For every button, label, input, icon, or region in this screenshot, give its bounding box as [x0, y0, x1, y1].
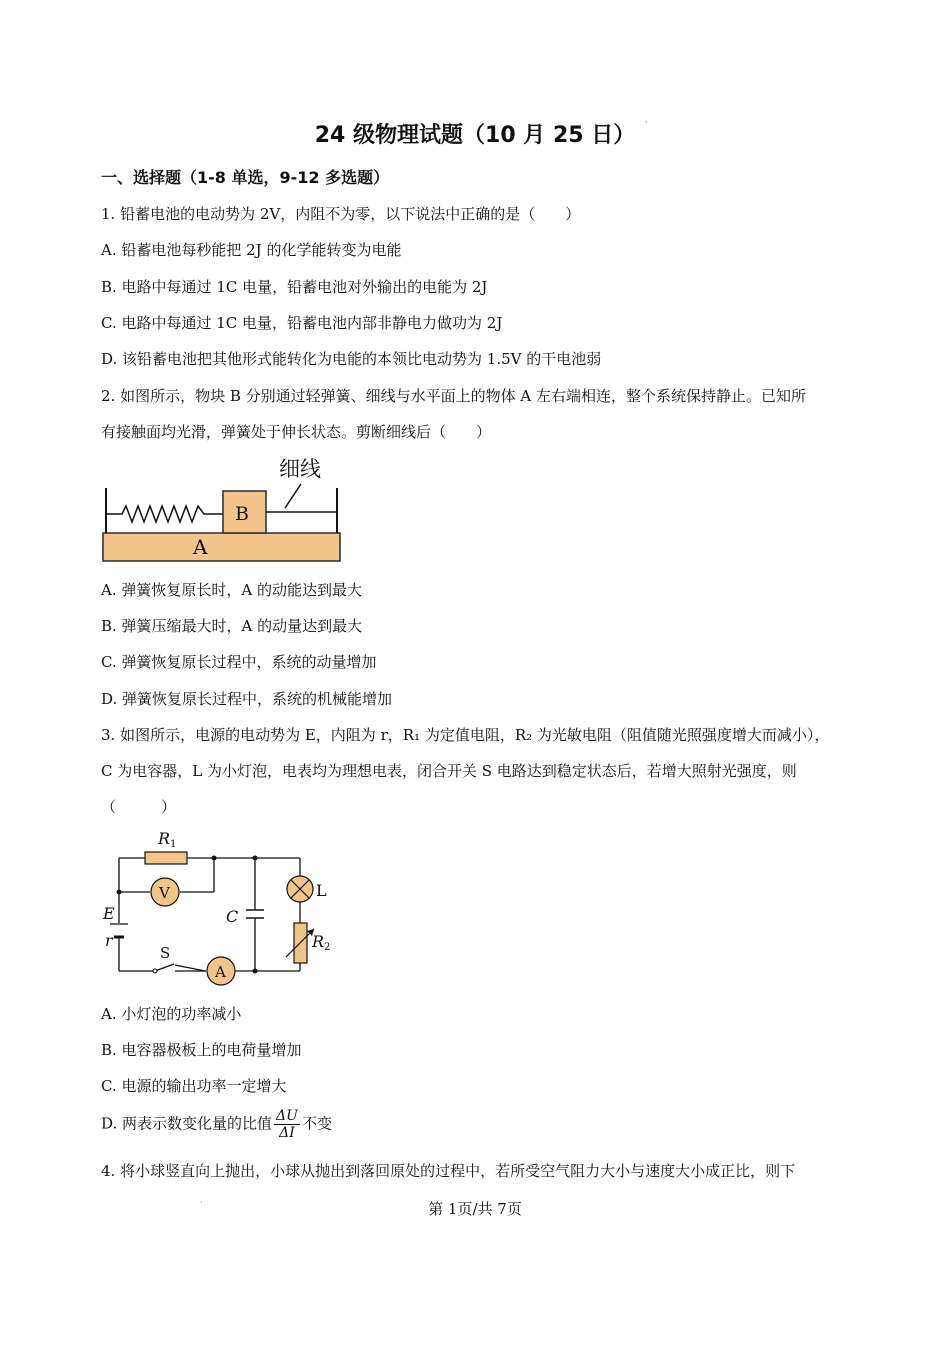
- q3-option-d-prefix: D. 两表示数变化量的比值: [101, 1114, 273, 1133]
- q1-stem: 1. 铅蓄电池的电动势为 2V，内阻不为零，以下说法中正确的是（ ）: [101, 205, 581, 223]
- q1-option-c: C. 电路中每通过 1C 电量，铅蓄电池内部非静电力做功为 2J: [101, 314, 503, 332]
- q3-circuit-figure: [100, 825, 340, 990]
- delta-fraction: [274, 1108, 300, 1141]
- q1-option-d: D. 该铅蓄电池把其他形式能转化为电能的本领比电动势为 1.5V 的干电池弱: [101, 350, 602, 368]
- q2-stem-line2: 有接触面均光滑，弹簧处于伸长状态。剪断细线后（ ）: [101, 423, 492, 441]
- spring: [106, 506, 223, 522]
- block-b-label: B: [235, 503, 249, 525]
- switch-blade[interactable]: [155, 964, 174, 971]
- thread-pointer: [285, 484, 301, 508]
- switch-label: S: [160, 944, 171, 962]
- q3-option-d-suffix: 不变: [301, 1114, 332, 1133]
- block-a: [103, 533, 340, 561]
- internal-resistance-label: r: [105, 931, 113, 950]
- q2-option-d: D. 弹簧恢复原长过程中，系统的机械能增加: [101, 690, 393, 708]
- q3-option-d: [101, 1108, 332, 1141]
- q2-figure: [100, 452, 350, 567]
- block-a-label: A: [193, 535, 208, 559]
- voltmeter-label: V: [159, 884, 170, 902]
- q1-option-a: A. 铅蓄电池每秒能把 2J 的化学能转变为电能: [101, 241, 402, 259]
- q3-option-c: C. 电源的输出功率一定增大: [101, 1077, 287, 1095]
- switch-contact: [153, 969, 157, 973]
- q1-option-b: B. 电路中每通过 1C 电量，铅蓄电池对外输出的电能为 2J: [101, 278, 488, 296]
- q3-option-b: B. 电容器极板上的电荷量增加: [101, 1041, 302, 1059]
- r1-label: R1: [158, 829, 177, 850]
- junction-dot: [212, 856, 217, 861]
- junction-dot: [117, 890, 122, 895]
- junction-dot: [253, 969, 258, 974]
- junction-dot: [253, 856, 258, 861]
- thread-label: 细线: [279, 457, 321, 481]
- q2-option-a: A. 弹簧恢复原长时，A 的动能达到最大: [101, 581, 362, 599]
- q2-option-b: B. 弹簧压缩最大时，A 的动量达到最大: [101, 617, 363, 635]
- resistor-r1: [145, 852, 187, 864]
- emf-label: E: [103, 904, 115, 923]
- capacitor-label: C: [226, 907, 239, 926]
- q3-stem-line2: C 为电容器，L 为小灯泡，电表均为理想电表，闭合开关 S 电路达到稳定状态后，若增大照射光强度，则: [101, 762, 797, 780]
- page-footer: 第 1页/共 7页: [428, 1200, 522, 1218]
- ammeter-label: A: [215, 963, 226, 981]
- lamp-label: L: [316, 881, 327, 900]
- q2-stem-line1: 2. 如图所示，物块 B 分别通过轻弹簧、细线与水平面上的物体 A 左右端相连，整个系统保持静止。已知所: [101, 387, 807, 405]
- fraction-denominator: ΔI: [279, 1125, 295, 1141]
- page-mark: ·: [645, 118, 648, 127]
- fraction-numerator: ΔU: [276, 1108, 298, 1124]
- r2-label: R2: [312, 932, 331, 953]
- q2-option-c: C. 弹簧恢复原长过程中，系统的动量增加: [101, 653, 377, 671]
- q3-stem-line1: 3. 如图所示，电源的电动势为 E，内阻为 r，R₁ 为定值电阻，R₂ 为光敏电阻（阻值随光照强度增大而减小），: [101, 726, 830, 744]
- section-heading: 一、选择题（1-8 单选，9-12 多选题）: [101, 168, 390, 187]
- q3-option-a: A. 小灯泡的功率减小: [101, 1005, 242, 1023]
- q3-stem-line3: （ ）: [101, 798, 177, 816]
- footer-mark: ·: [200, 1198, 203, 1207]
- q4-stem-line1: 4. 将小球竖直向上抛出，小球从抛出到落回原处的过程中，若所受空气阻力大小与速度大小成正比，则下: [101, 1162, 796, 1180]
- page-title: 24 级物理试题（10 月 25 日）: [314, 123, 636, 148]
